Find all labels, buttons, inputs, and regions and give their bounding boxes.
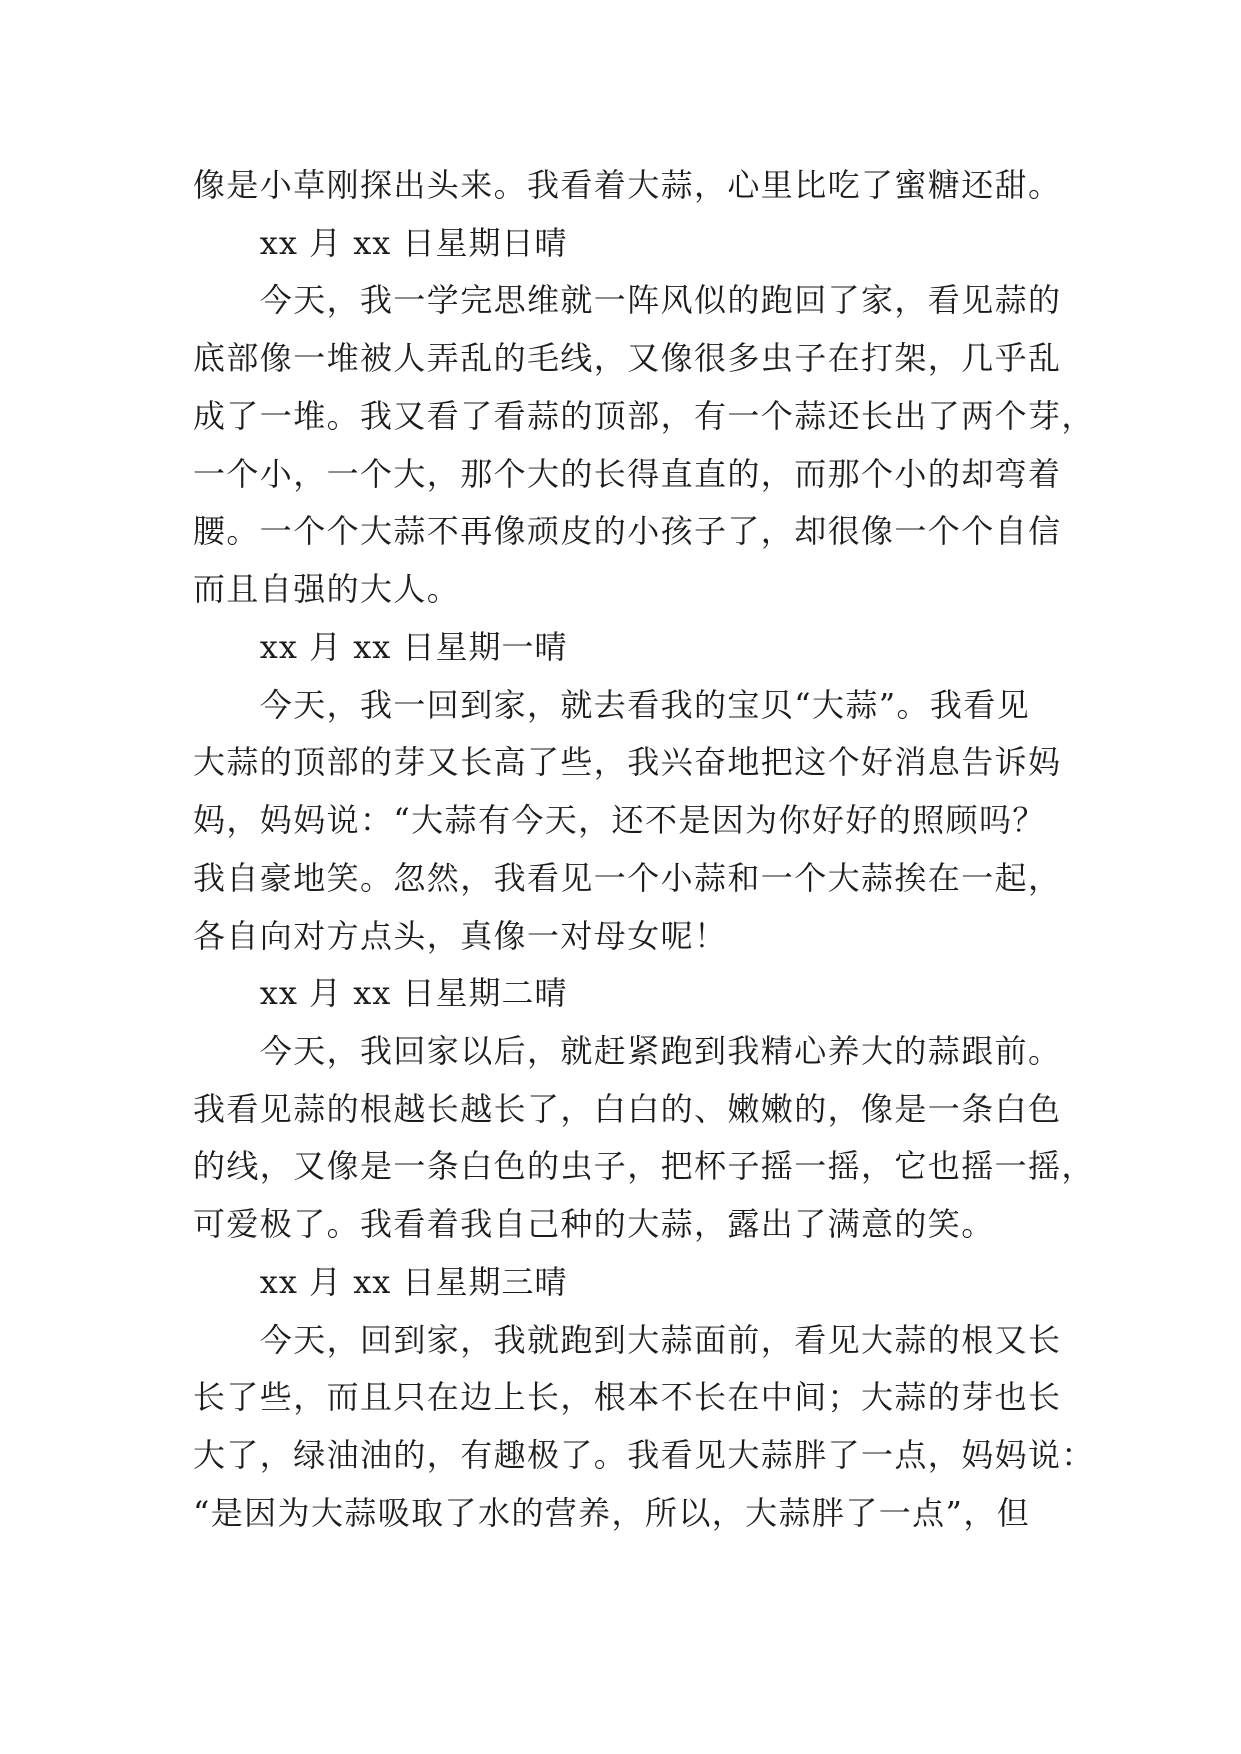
text-line: 底部像一堆被人弄乱的毛线，又像很多虫子在打架，几乎乱 [193,339,1062,378]
text-line: 今天，回到家，我就跑到大蒜面前，看见大蒜的根又长 [259,1320,1062,1359]
diary-date-heading: xx 月 xx 日星期日晴 [259,223,568,262]
text-line: 我看见蒜的根越长越长了，白白的、嫩嫩的，像是一条白色 [193,1089,1062,1128]
text-line: 妈，妈妈说：“大蒜有今天，还不是因为你好好的照顾吗？ [193,801,1046,840]
text-line: 成了一堆。我又看了看蒜的顶部，有一个蒜还长出了两个芽， [193,396,1095,435]
diary-entry [193,619,1061,965]
text-line: 今天，我一学完思维就一阵风似的跑回了家，看见蒜的 [259,281,1062,320]
text-line: 我自豪地笑。忽然，我看见一个小蒜和一个大蒜挨在一起， [193,858,1062,897]
diary-date-heading: xx 月 xx 日星期二晴 [259,974,568,1013]
diary-entry [193,1254,1095,1543]
text-line: 腰。一个个大蒜不再像顽皮的小孩子了，却很像一个个自信 [193,512,1062,551]
diary-entry [193,215,1095,619]
diary-date-heading: xx 月 xx 日星期一晴 [259,627,568,666]
text-line: 而且自强的大人。 [193,570,461,609]
text-line: 大了，绿油油的，有趣极了。我看见大蒜胖了一点，妈妈说： [193,1436,1095,1475]
text-line: 今天，我回家以后，就赶紧跑到我精心养大的蒜跟前。 [259,1032,1062,1071]
text-line: 像是小草刚探出头来。我看着大蒜，心里比吃了蜜糖还甜。 [193,166,1062,204]
text-line: 今天，我一回到家，就去看我的宝贝“大蒜”。我看见 [259,685,1031,724]
text-line: 的线，又像是一条白色的虫子，把杯子摇一摇，它也摇一摇， [193,1147,1095,1186]
continued-paragraph [193,157,1061,215]
text-line: 长了些，而且只在边上长，根本不长在中间；大蒜的芽也长 [193,1378,1062,1417]
text-line: 大蒜的顶部的芽又长高了些，我兴奋地把这个好消息告诉妈 [193,743,1062,782]
diary-entry [193,965,1095,1254]
text-line: 各自向对方点头，真像一对母女呢！ [193,916,728,955]
text-line: 可爱极了。我看着我自己种的大蒜，露出了满意的笑。 [193,1205,995,1244]
document-body [193,157,1095,1543]
diary-date-heading: xx 月 xx 日星期三晴 [259,1262,568,1301]
text-line: “是因为大蒜吸取了水的营养，所以，大蒜胖了一点”，但 [193,1493,1031,1532]
text-line: 一个小，一个大，那个大的长得直直的，而那个小的却弯着 [193,454,1062,493]
